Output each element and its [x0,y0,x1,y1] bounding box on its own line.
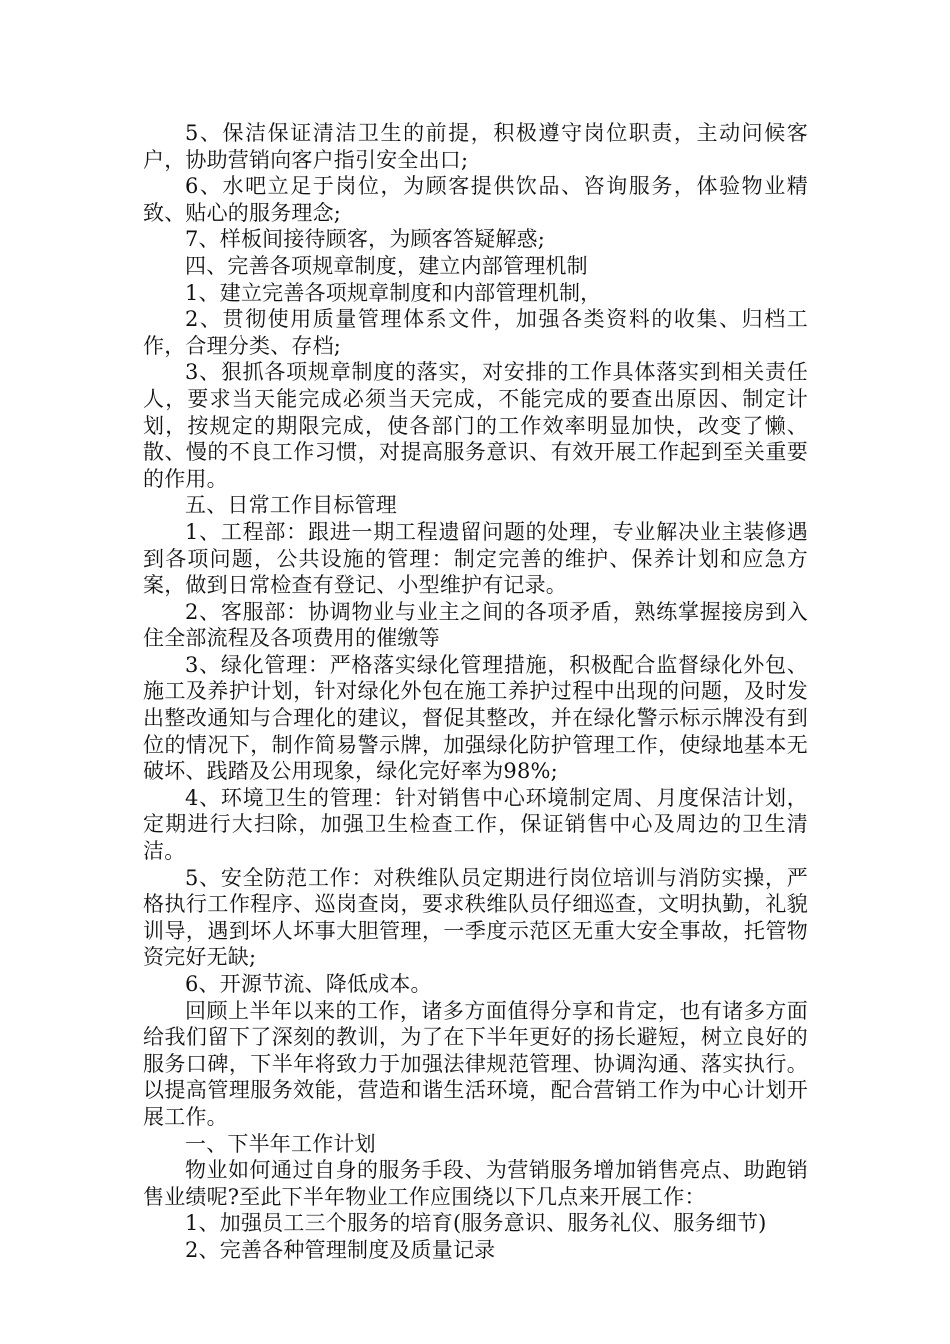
paragraph-plan-intro: 物业如何通过自身的服务手段、为营销服务增加销售亮点、助跑销售业绩呢?至此下半年物业工作应围绕以下几点来开展工作： [143,1158,808,1209]
paragraph-greening: 3、绿化管理：严格落实绿化管理措施，积极配合监督绿化外包、施工及养护计划，针对绿化外包在施工养护过程中出现的问题，及时发出整改通知与合理化的建议，督促其整改，并在绿化警示标示牌没有到位的情况下，制作简易警示牌，加强绿化防护管理工作，使绿地基本无破坏、践踏及公用现象，绿化完好率为98%; [143,652,808,784]
document-page [143,120,808,1264]
section-heading-5: 五、日常工作目标管理 [185,493,397,518]
paragraph-engineering: 1、工程部：跟进一期工程遗留问题的处理，专业解决业主装修遇到各项问题，公共设施的管理：制定完善的维护、保养计划和应急方案，做到日常检查有登记、小型维护有记录。 [143,519,808,598]
paragraph-water-bar: 6、水吧立足于岗位，为顾客提供饮品、咨询服务，体验物业精致、贴心的服务理念; [143,174,808,225]
section-heading-plan: 一、下半年工作计划 [185,1131,376,1156]
paragraph-plan-1: 1、加强员工三个服务的培育(服务意识、服务礼仪、服务细节) [185,1211,767,1236]
paragraph-cost-saving: 6、开源节流、降低成本。 [185,972,432,996]
paragraph-rules-1: 1、建立完善各项规章制度和内部管理机制， [185,280,602,305]
paragraph-cleaning: 5、保洁保证清洁卫生的前提，积极遵守岗位职责，主动问候客户，协助营销向客户指引安全出口; [143,121,808,172]
paragraph-model-room: 7、样板间接待顾客，为顾客答疑解惑; [185,227,546,252]
paragraph-sanitation: 4、环境卫生的管理：针对销售中心环境制定周、月度保洁计划，定期进行大扫除，加强卫生检查工作，保证销售中心及周边的卫生清洁。 [143,785,808,864]
paragraph-rules-2: 2、贯彻使用质量管理体系文件，加强各类资料的收集、归档工作，合理分类、存档; [143,307,808,358]
paragraph-customer-service: 2、客服部：协调物业与业主之间的各项矛盾，熟练掌握接房到入住全部流程及各项费用的催缴等 [143,599,808,651]
section-heading-4: 四、完善各项规章制度，建立内部管理机制 [185,253,588,278]
paragraph-security: 5、安全防范工作：对秩维队员定期进行岗位培训与消防实操，严格执行工作程序、巡岗查岗，要求秩维队员仔细巡查，文明执勤，礼貌训导，遇到坏人坏事大胆管理，一季度示范区无重大安全事故，托管物资完好无缺; [143,865,808,970]
paragraph-review: 回顾上半年以来的工作，诸多方面值得分享和肯定，也有诸多方面给我们留下了深刻的教训，为了在下半年更好的扬长避短，树立良好的服务口碑，下半年将致力于加强法律规范管理、协调沟通、落实执行。以提高管理服务效能，营造和谐生活环境，配合营销工作为中心计划开展工作。 [143,998,808,1129]
paragraph-plan-2: 2、完善各种管理制度及质量记录 [185,1237,496,1262]
paragraph-rules-3: 3、狠抓各项规章制度的落实，对安排的工作具体落实到相关责任人，要求当天能完成必须当天完成，不能完成的要查出原因、制定计划，按规定的期限完成，使各部门的工作效率明显加快，改变了懒、散、慢的不良工作习惯，对提高服务意识、有效开展工作起到至关重要的作用。 [143,360,808,491]
